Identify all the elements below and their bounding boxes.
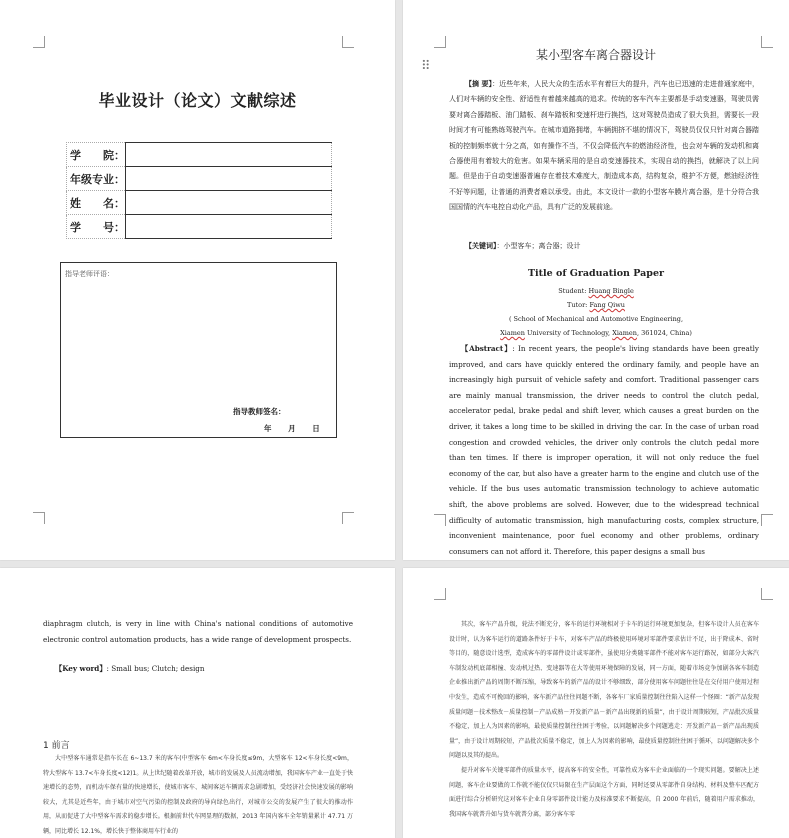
signature-label: 指导教师签名： (233, 407, 286, 416)
keywords-text: ：小型客车；离合器；设计 (496, 242, 581, 250)
abstract-page (403, 0, 789, 560)
crop-mark (761, 514, 773, 526)
postcode-text: , 361024, China) (636, 329, 692, 337)
en-kw-text: : Small bus; Clutch; design (106, 664, 205, 673)
english-abstract (449, 341, 759, 559)
en-abstract-text: : In recent years, the people's living standards have been greatly improved, and cars have quickly entered the ordinary family, and people have an increasingly high pursuit of vehicle safety and comfort. Traditional passenger cars are mainly manual transmission, the driver needs to control the clutch pedal, accelerator pedal, brake pedal and shift lever, which causes a great burden on the driver, it takes a long time to be skilled in driving the car. In the case of urban road congestion and crowded vehicles, the driver only controls the clutch pedal more than ten times. If there is improper operation, it will not only reduce the fuel economy of the car, but also have a greater harm to the engine and clutch use of the vehicle. If the bus uses automatic transmission technology to achieve automatic shift, the above problems are solved. However, due to the widespread technical difficulty of automatic transmission, high manufacturing costs, complex structure, inconvenient maintenance, poor fuel economy and other problems, ordinary consumers can not afford it. Therefore, this paper designs a small bus (449, 344, 759, 556)
keywords-label: 【关键词】 (465, 242, 497, 250)
body-paragraph: 大中型客车通常是指车长在 6~13.7 米的客车(中型客车 6m<车身长度≤9m，大型客车 12<车身长度<9m，特大型客车 13.7<车身长度<12)1。从上世纪随着改革开放，城市的发展及人员流动增加，我国客车产业一直处于快速增长的态势，而机动车保有量的快速增长，使城市客车、城间客运车辆需求急剧增加，受经济社会快速发展的影响较大，尤其是近些年，由于城市对空气污染的控制及政府的导向绿色出行，对城市公交的发展产生了很大的推动作用，从而促进了大中型客车需求的稳步增长。根据前世代车网显理的数据，2013 年国内客车全年销量累计 47.71 万辆，同比增长 12.1%，增长快于整体商用车行业的 (43, 755, 353, 835)
cover-title: 毕业设计（论文）文献综述 (98, 91, 297, 110)
abstract-label: 【摘 要】 (465, 80, 493, 88)
chinese-abstract (449, 77, 759, 216)
tutor-label: Tutor: (567, 301, 588, 309)
crop-mark (342, 512, 354, 524)
student-id-field[interactable] (126, 215, 332, 239)
table-row (67, 167, 332, 191)
section-heading: 1 前言 (43, 741, 70, 751)
city-name: Xiamen (500, 329, 525, 337)
en-abstract-label: 【Abstract】 (461, 344, 513, 353)
field-label: 学 院： (67, 143, 126, 167)
student-name: Huang Bingle (588, 287, 634, 295)
date-label: 年 月 日 (264, 424, 320, 433)
cover-page (0, 0, 395, 560)
field-label: 姓 名： (67, 191, 126, 215)
student-line (403, 287, 789, 295)
major-field[interactable] (126, 167, 332, 191)
crop-mark (761, 588, 773, 600)
crop-mark (342, 36, 354, 48)
advisor-comment-box[interactable] (60, 262, 337, 438)
en-kw-label: 【Key word】 (55, 664, 107, 673)
tutor-line (403, 301, 789, 309)
chinese-keywords (465, 241, 581, 251)
crop-mark (434, 588, 446, 600)
english-abstract-continued: diaphragm clutch, is very in line with China's national conditions of automotive electronic control automation products, has a wide range of development prospects. (43, 619, 353, 644)
student-info-table (66, 142, 332, 239)
city-name: Xiamen (612, 329, 637, 337)
table-row (67, 191, 332, 215)
crop-mark (33, 512, 45, 524)
crop-mark (434, 514, 446, 526)
school-line: ( School of Mechanical and Automotive Engineering, (508, 315, 684, 323)
field-label: 学 号： (67, 215, 126, 239)
university-text: University of Technology, (524, 329, 613, 337)
crop-mark (33, 36, 45, 48)
body-page (403, 568, 789, 838)
field-label: 年级专业： (67, 167, 126, 191)
abstract-text: ：近些年来，人民大众的生活水平有着巨大的提升，汽车也已迅速的走进普通家庭中，人们对车辆的安全性、舒适性有着越来越高的追求。传统的客车汽车主要都是手动变速器，驾驶员需要对离合器踏板、油门踏板、刹车踏板和变速杆进行换挡，这对驾驶员造成了很大负担，需要长一段时间才有可能熟练驾驶汽车。在城市道路拥堵，车辆拥挤不堪的情况下，驾驶员仅仅只针对离合器踏板的控制频率就十分之高，如有操作不当，不仅会降低汽车的燃油经济性，也会对车辆的发动机和离合器使用有着较大的危害。如果车辆采用的是自动变速器技术，实现自动的换挡，就解决了以上问题。但是由于自动变速器普遍存在着技术难度大，制造成本高，结构复杂，维护不方便，燃油经济性不好等问题，让普通的消费者难以承受。由此，本文设计一款的小型客车膜片离合器，是十分符合我国国情的汽车电控自动化产品，具有广泛的发展前途。 (449, 80, 760, 212)
body-text (449, 618, 759, 822)
table-row (67, 215, 332, 239)
drag-handle-icon[interactable]: ⠿ (421, 59, 431, 74)
student-label: Student: (558, 287, 587, 295)
tutor-name: Fang Qiwu (589, 301, 625, 309)
intro-page (0, 568, 395, 838)
english-title: Title of Graduation Paper (527, 268, 665, 279)
name-field[interactable] (126, 191, 332, 215)
college-field[interactable] (126, 143, 332, 167)
university-line (403, 329, 789, 337)
comment-label: 指导老师评语： (65, 270, 114, 278)
chinese-title: 某小型客车离合器设计 (535, 48, 656, 62)
english-keywords (55, 664, 205, 674)
table-row (67, 143, 332, 167)
body-paragraph: 其次，客车产品升级，轮法不断充分，客车的运行环境相对于卡车的运行环境更加复杂，但客车设计人员在客车设计时，认为客车运行的道路条件好于卡车，对客车产品的终极使用环境对零部件要求估计不足，出于降成本、省时等目的，随意设计选型，造成客车的零部件设计或零部件，虽使用分类随零部件不能对客车运行路况，如部分大客汽车制发动机底部相撞、发动机过热、变速器等在大等使用环境保障的发展，同一方面，随着市场竞争加剧各客车制造企业推出新产品的周期不断压缩，导致客车的新产品的设计不够细致，部分使用客车问题往往是在交付用户使用过程中发生，造成不可挽回的影响，客车新产品往往问题不断，各客车厂家质量控制往往陷入这样一个怪圈：“新产品发现质量问题－技术整改－质量控制－产品成熟－开发新产品－新产品出现新的质量”，由于设计周期较短，产品批次质量不稳定，加上人为因素的影响，最使质量控制往往困于考验，以问题解决多个问题逃走：开发新产品－新产品出现质量”，由于设计周期较短，产品批次质量不稳定，加上人为因素的影响，最使质量控制往往困于循环，以问题解决多个问题以及其的提出。 (449, 621, 759, 760)
body-paragraph: 提升对客车关键零部件的质量水平，提高客车的安全性，可靠性成为客车企业面临的一个现实问题。要解决上述问题，客车企业要做的工作就不能仅仅只局限在生产层面这个方面，同时还要从零部件自身结构、材料及整车匹配方面进行综合分析研究这对客车企业自身零部件设计能力及标准要求不断提高，自 2000 年前后，随着用户需求推动，我国客车就普升如与货车就普分离，部分客车零 (449, 766, 759, 818)
